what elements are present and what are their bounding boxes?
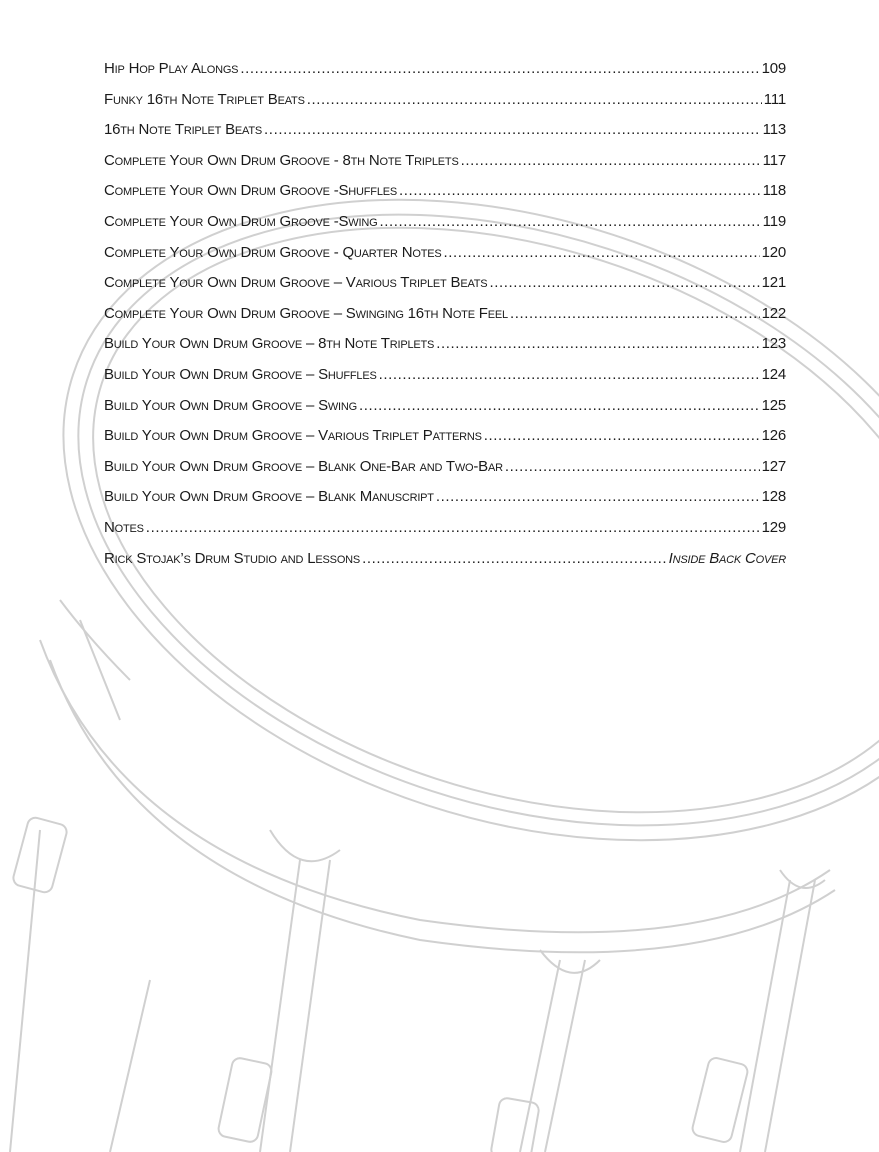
toc-entry-page: 128 (761, 488, 786, 506)
toc-entry[interactable] (104, 426, 786, 457)
toc-entry-page: 127 (761, 457, 786, 475)
toc-entry-page: Inside Back Cover (668, 549, 786, 567)
toc-entry-title: Build Your Own Drum Groove – Swing (104, 396, 358, 414)
toc-entry-page: 122 (761, 304, 786, 322)
toc-entry[interactable] (104, 90, 786, 121)
toc-entry-page: 111 (763, 90, 786, 108)
toc-dot-leader (436, 487, 760, 507)
toc-entry-title: Build Your Own Drum Groove – Blank One-Bar and Two-Bar (104, 457, 503, 475)
toc-dot-leader (264, 120, 761, 140)
toc-dot-leader (379, 212, 760, 232)
toc-entry-title: Complete Your Own Drum Groove -Shuffles (104, 182, 398, 200)
toc-entry-title: Build Your Own Drum Groove – Various Triplet Patterns (104, 427, 482, 445)
toc-entry[interactable] (104, 212, 786, 243)
table-of-contents (104, 59, 786, 579)
toc-entry-title: Funky 16th Note Triplet Beats (104, 90, 305, 108)
toc-dot-leader (489, 273, 759, 293)
toc-entry-title: Complete Your Own Drum Groove - Quarter Notes (104, 243, 442, 261)
toc-entry-page: 119 (762, 212, 786, 230)
toc-entry[interactable] (104, 120, 786, 151)
toc-dot-leader (379, 365, 760, 385)
toc-entry[interactable] (104, 365, 786, 396)
toc-dot-leader (510, 304, 760, 324)
toc-entry-title: Complete Your Own Drum Groove - 8th Note Triplets (104, 151, 459, 169)
toc-entry[interactable] (104, 243, 786, 274)
toc-entry-page: 118 (762, 182, 786, 200)
toc-entry-page: 129 (761, 518, 786, 536)
toc-entry-page: 123 (761, 335, 786, 353)
toc-dot-leader (505, 457, 760, 477)
toc-entry[interactable] (104, 59, 786, 90)
toc-entry-title: Build Your Own Drum Groove – Blank Manuscript (104, 488, 434, 506)
toc-entry-page: 121 (761, 274, 786, 292)
toc-dot-leader (444, 243, 760, 263)
toc-entry[interactable] (104, 487, 786, 518)
toc-entry-title: Complete Your Own Drum Groove -Swing (104, 212, 378, 230)
toc-dot-leader (146, 518, 760, 538)
toc-entry-title: Rick Stojak’s Drum Studio and Lessons (104, 549, 361, 567)
toc-entry[interactable] (104, 151, 786, 182)
toc-entry[interactable] (104, 457, 786, 488)
toc-entry-page: 109 (761, 60, 786, 77)
toc-entry-page: 117 (762, 151, 786, 169)
toc-entry[interactable] (104, 518, 786, 549)
toc-entry-title: Notes (104, 518, 144, 536)
toc-entry-title: Complete Your Own Drum Groove – Swinging 16th Note Feel (104, 304, 508, 322)
toc-entry-title: Build Your Own Drum Groove – 8th Note Triplets (104, 335, 435, 353)
toc-entry[interactable] (104, 549, 786, 580)
toc-entry-title: 16th Note Triplet Beats (104, 121, 263, 139)
toc-entry[interactable] (104, 334, 786, 365)
toc-entry-page: 113 (762, 121, 786, 139)
toc-dot-leader (484, 426, 760, 446)
toc-dot-leader (240, 59, 759, 79)
toc-entry-title: Complete Your Own Drum Groove – Various Triplet Beats (104, 274, 488, 292)
toc-dot-leader (436, 334, 759, 354)
toc-entry-title: Hip Hop Play Alongs (104, 60, 239, 77)
toc-entry[interactable] (104, 304, 786, 335)
toc-entry[interactable] (104, 273, 786, 304)
toc-dot-leader (461, 151, 761, 171)
toc-entry-page: 124 (761, 365, 786, 383)
toc-entry-page: 120 (761, 243, 786, 261)
toc-dot-leader (307, 90, 762, 110)
toc-dot-leader (362, 549, 667, 569)
toc-dot-leader (359, 396, 760, 416)
toc-entry-title: Build Your Own Drum Groove – Shuffles (104, 365, 377, 383)
toc-entry-page: 126 (761, 427, 786, 445)
toc-entry[interactable] (104, 181, 786, 212)
toc-entry-page: 125 (761, 396, 786, 414)
toc-dot-leader (399, 181, 761, 201)
toc-entry[interactable] (104, 396, 786, 427)
